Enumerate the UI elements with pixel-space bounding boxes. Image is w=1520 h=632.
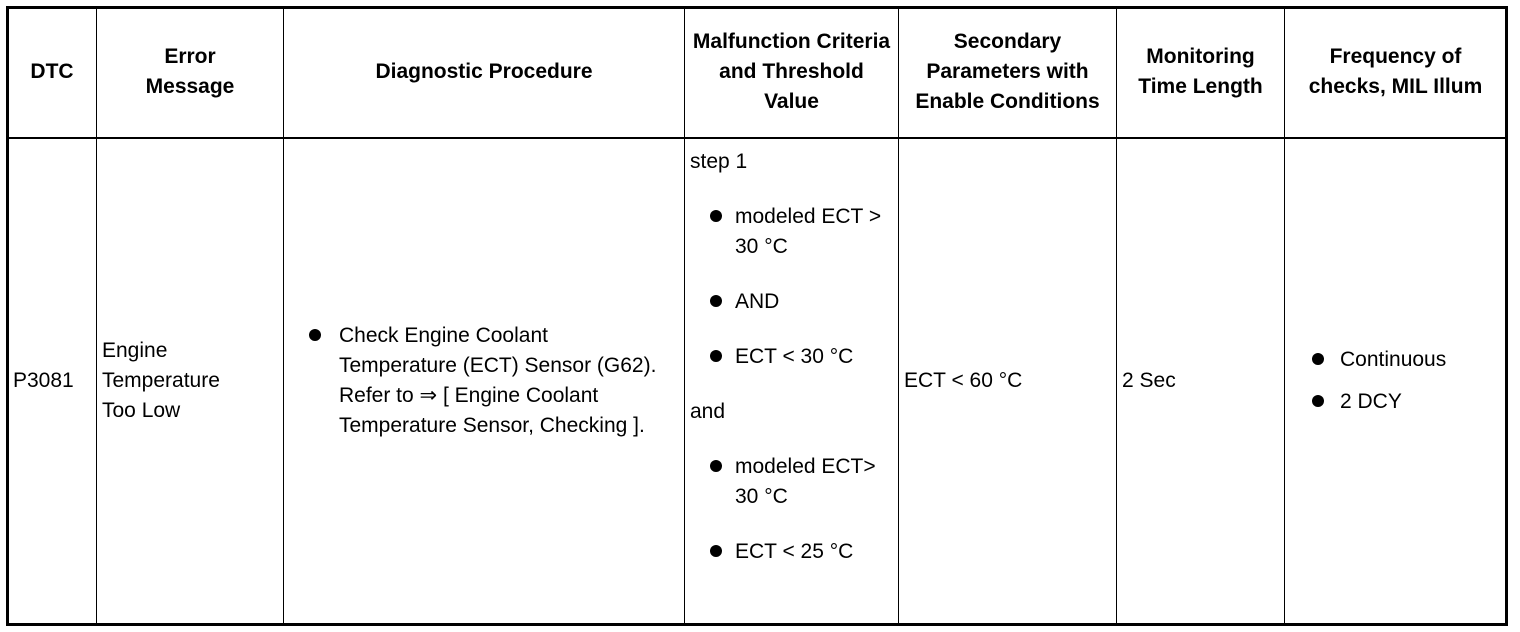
- list-item: [690, 202, 893, 262]
- criteria-text: modeled ECT > 30 °C: [735, 204, 882, 258]
- cell-error-message: [97, 138, 284, 625]
- list-item: [690, 537, 893, 567]
- header-error-message-label: Error Message: [145, 45, 235, 99]
- bullet-icon: [710, 545, 722, 557]
- bullet-icon: [710, 295, 722, 307]
- criteria-group-2: [690, 452, 893, 567]
- bullet-icon: [1312, 395, 1324, 407]
- bullet-icon: [710, 210, 722, 222]
- criteria-text: modeled ECT> 30 °C: [735, 454, 876, 508]
- cell-diagnostic-procedure: [284, 138, 685, 625]
- frequency-text: Continuous: [1340, 348, 1447, 372]
- bullet-icon: [309, 329, 321, 341]
- bullet-icon: [1312, 353, 1324, 365]
- criteria-connector: and: [690, 399, 726, 423]
- error-message-text: Engine Temperature Too Low: [102, 339, 220, 423]
- criteria-text: AND: [735, 289, 780, 313]
- criteria-text: ECT < 30 °C: [735, 344, 854, 368]
- list-item: [1290, 345, 1501, 375]
- header-malfunction-criteria: Malfunction Criteria and Threshold Value: [685, 8, 899, 138]
- header-diagnostic-procedure: Diagnostic Procedure: [284, 8, 685, 138]
- header-frequency: [1285, 8, 1507, 138]
- procedure-text: Check Engine Coolant Temperature (ECT) Sensor (G62). Refer to ⇒ [ Engine Coolant Temperature Sensor, Checking ].: [339, 324, 657, 438]
- header-frequency-label: Frequency of checks, MIL Illum: [1308, 45, 1483, 99]
- cell-frequency: [1285, 138, 1507, 625]
- list-item: [690, 287, 893, 317]
- dtc-table: [7, 7, 1507, 625]
- header-monitoring-time: Monitoring Time Length: [1117, 8, 1285, 138]
- header-dtc: DTC: [8, 8, 97, 138]
- criteria-group-1: [690, 202, 893, 372]
- header-secondary-parameters: Secondary Parameters with Enable Conditions: [899, 8, 1117, 138]
- list-item: [289, 321, 670, 441]
- cell-malfunction-criteria: [685, 138, 899, 625]
- criteria-step-label: step 1: [690, 149, 748, 173]
- list-item: [690, 452, 893, 512]
- bullet-icon: [710, 350, 722, 362]
- criteria-text: ECT < 25 °C: [735, 539, 854, 563]
- list-item: [1290, 387, 1501, 417]
- header-row: [8, 8, 1507, 138]
- procedure-list: [289, 321, 670, 441]
- frequency-text: 2 DCY: [1340, 390, 1402, 414]
- cell-monitoring-time: 2 Sec: [1117, 138, 1285, 625]
- list-item: [690, 342, 893, 372]
- cell-secondary-parameters: ECT < 60 °C: [899, 138, 1117, 625]
- cell-dtc: P3081: [8, 138, 97, 625]
- frequency-list: [1290, 345, 1501, 417]
- table-row: [8, 138, 1507, 625]
- bullet-icon: [710, 460, 722, 472]
- header-error-message: [97, 8, 284, 138]
